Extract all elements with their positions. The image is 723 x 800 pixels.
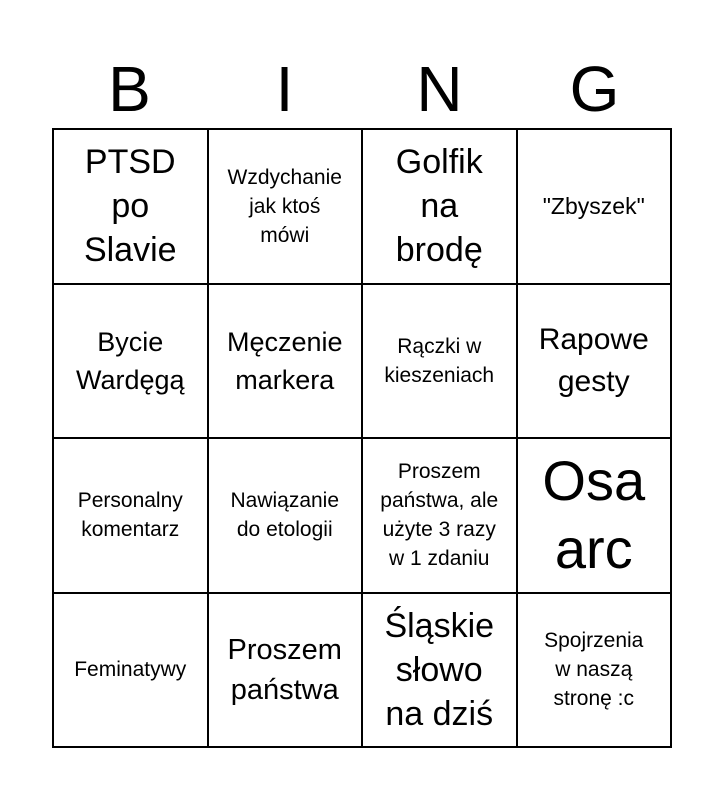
bingo-cell[interactable] — [362, 284, 517, 439]
header-letter-i: I — [275, 53, 294, 125]
bingo-cell-text: Rączki w kieszeniach — [384, 334, 495, 387]
bingo-cell-text: Rapowe gesty — [538, 322, 649, 398]
bingo-grid — [52, 128, 672, 748]
bingo-cell-text: Spojrzenia w naszą stronę :c — [544, 629, 644, 711]
bingo-cell-text: Męczenie markera — [226, 326, 343, 395]
bingo-cell-text: PTSD po Slavie — [83, 143, 177, 270]
header-letter-b: B — [108, 53, 151, 125]
bingo-cell[interactable] — [517, 284, 672, 439]
bingo-cell[interactable] — [53, 284, 208, 439]
bingo-cell[interactable] — [208, 129, 363, 284]
bingo-cell[interactable] — [362, 438, 517, 593]
bingo-cell-text: Proszem państwa — [227, 633, 342, 706]
bingo-cell-text: Nawiązanie do etologii — [230, 489, 340, 542]
bingo-cell[interactable] — [208, 438, 363, 593]
bingo-cell[interactable] — [517, 438, 672, 593]
bingo-header — [52, 50, 672, 128]
bingo-cell-text: Proszem państwa, ale użyte 3 razy w 1 zdaniu — [380, 460, 499, 571]
header-letter-n: N — [416, 53, 463, 125]
bingo-cell-text: Feminatywy — [74, 658, 187, 682]
bingo-cell-text: Golfik na brodę — [395, 143, 483, 270]
bingo-cell[interactable] — [53, 593, 208, 748]
bingo-cell[interactable] — [517, 129, 672, 284]
bingo-cell[interactable] — [53, 129, 208, 284]
bingo-cell-text: Wzdychanie jak ktoś mówi — [227, 165, 342, 247]
header-letter-g: G — [569, 53, 620, 125]
bingo-cell-text: "Zbyszek" — [542, 193, 645, 220]
bingo-cell-text: Śląskie słowo na dziś — [384, 606, 495, 733]
bingo-cell[interactable] — [362, 129, 517, 284]
bingo-cell[interactable] — [208, 593, 363, 748]
bingo-cell-text: Bycie Wardęgą — [75, 326, 185, 395]
bingo-cell[interactable] — [208, 284, 363, 439]
bingo-cell[interactable] — [53, 438, 208, 593]
bingo-cell-text: Osa arc — [542, 449, 646, 581]
bingo-cell[interactable] — [362, 593, 517, 748]
bingo-cell[interactable] — [517, 593, 672, 748]
bingo-cell-text: Personalny komentarz — [77, 489, 183, 542]
